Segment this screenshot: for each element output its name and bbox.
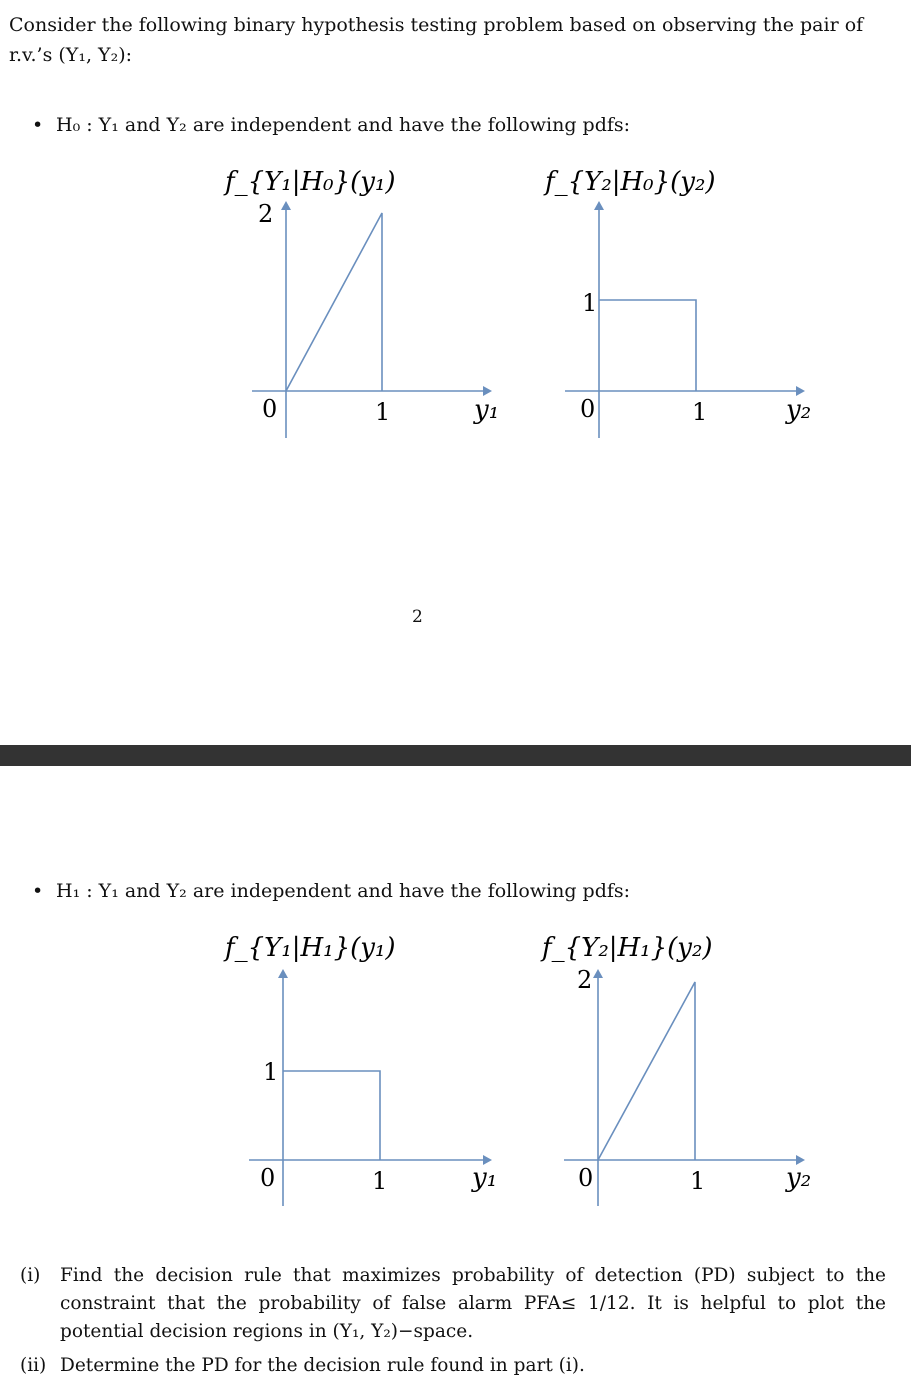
y-arrow-icon bbox=[593, 969, 603, 978]
bullet-icon: • bbox=[32, 880, 44, 902]
intro-text: Consider the following binary hypothesis testing problem based on observing the pair of r.v.’s (Y₁, Y₂): bbox=[9, 14, 864, 66]
page-2 bbox=[0, 766, 911, 1391]
question-item bbox=[20, 1262, 886, 1346]
plot-y2-h1 bbox=[540, 933, 811, 1206]
h1-text: H₁ : Y₁ and Y₂ are independent and have the following pdfs: bbox=[56, 880, 631, 902]
y-tick-label: 1 bbox=[263, 1058, 279, 1086]
pdf-curve bbox=[598, 982, 695, 1160]
x-axis-label: y₂ bbox=[786, 395, 812, 425]
questions-list bbox=[20, 1262, 886, 1380]
question-item bbox=[20, 1352, 886, 1380]
x-tick-label: 1 bbox=[372, 1167, 388, 1195]
x-axis-label: y₂ bbox=[786, 1163, 812, 1193]
y-arrow-icon bbox=[594, 201, 604, 210]
plot-title: f_{Y₂|H₀}(y₂) bbox=[545, 167, 716, 197]
h1-statement bbox=[32, 878, 630, 904]
origin-label: 0 bbox=[580, 395, 596, 423]
h0-figure bbox=[0, 150, 911, 450]
origin-label: 0 bbox=[262, 395, 278, 423]
question-text: Find the decision rule that maximizes probability of detection (PD) subject to the constraint that the probability of false alarm PFA≤ 1/12. It is helpful to plot the potential decision regions in (Y₁, Y₂)−space. bbox=[60, 1265, 886, 1342]
plot-title: f_{Y₁|H₀}(y₁) bbox=[225, 167, 396, 197]
pdf-curve bbox=[599, 300, 696, 391]
h0-statement bbox=[32, 112, 630, 138]
x-tick-label: 1 bbox=[692, 398, 708, 426]
question-label: (i) bbox=[20, 1265, 41, 1286]
page-divider bbox=[0, 745, 911, 766]
plot-title: f_{Y₁|H₁}(y₁) bbox=[225, 933, 396, 963]
plot-y1-h1 bbox=[223, 933, 497, 1206]
y-tick-label: 2 bbox=[577, 966, 593, 994]
plot-y2-h0 bbox=[543, 167, 811, 438]
pdf-curve bbox=[286, 213, 382, 391]
pdf-curve bbox=[283, 1071, 380, 1160]
y-arrow-icon bbox=[278, 969, 288, 978]
x-axis-label: y₁ bbox=[474, 395, 500, 425]
page-number: 2 bbox=[412, 607, 423, 627]
bullet-icon: • bbox=[32, 114, 44, 136]
x-axis-label: y₁ bbox=[472, 1163, 498, 1193]
y-arrow-icon bbox=[281, 201, 291, 210]
origin-label: 0 bbox=[260, 1164, 276, 1192]
h1-figure bbox=[0, 916, 911, 1216]
plot-y1-h0 bbox=[223, 167, 499, 438]
question-label: (ii) bbox=[20, 1355, 47, 1376]
plot-title: f_{Y₂|H₁}(y₂) bbox=[542, 933, 713, 963]
y-tick-label: 1 bbox=[582, 289, 598, 317]
h0-text: H₀ : Y₁ and Y₂ are independent and have the following pdfs: bbox=[56, 114, 631, 136]
x-tick-label: 1 bbox=[690, 1167, 706, 1195]
x-tick-label: 1 bbox=[375, 398, 391, 426]
y-tick-label: 2 bbox=[258, 200, 274, 228]
origin-label: 0 bbox=[578, 1164, 594, 1192]
question-text: Determine the PD for the decision rule found in part (i). bbox=[60, 1355, 585, 1376]
